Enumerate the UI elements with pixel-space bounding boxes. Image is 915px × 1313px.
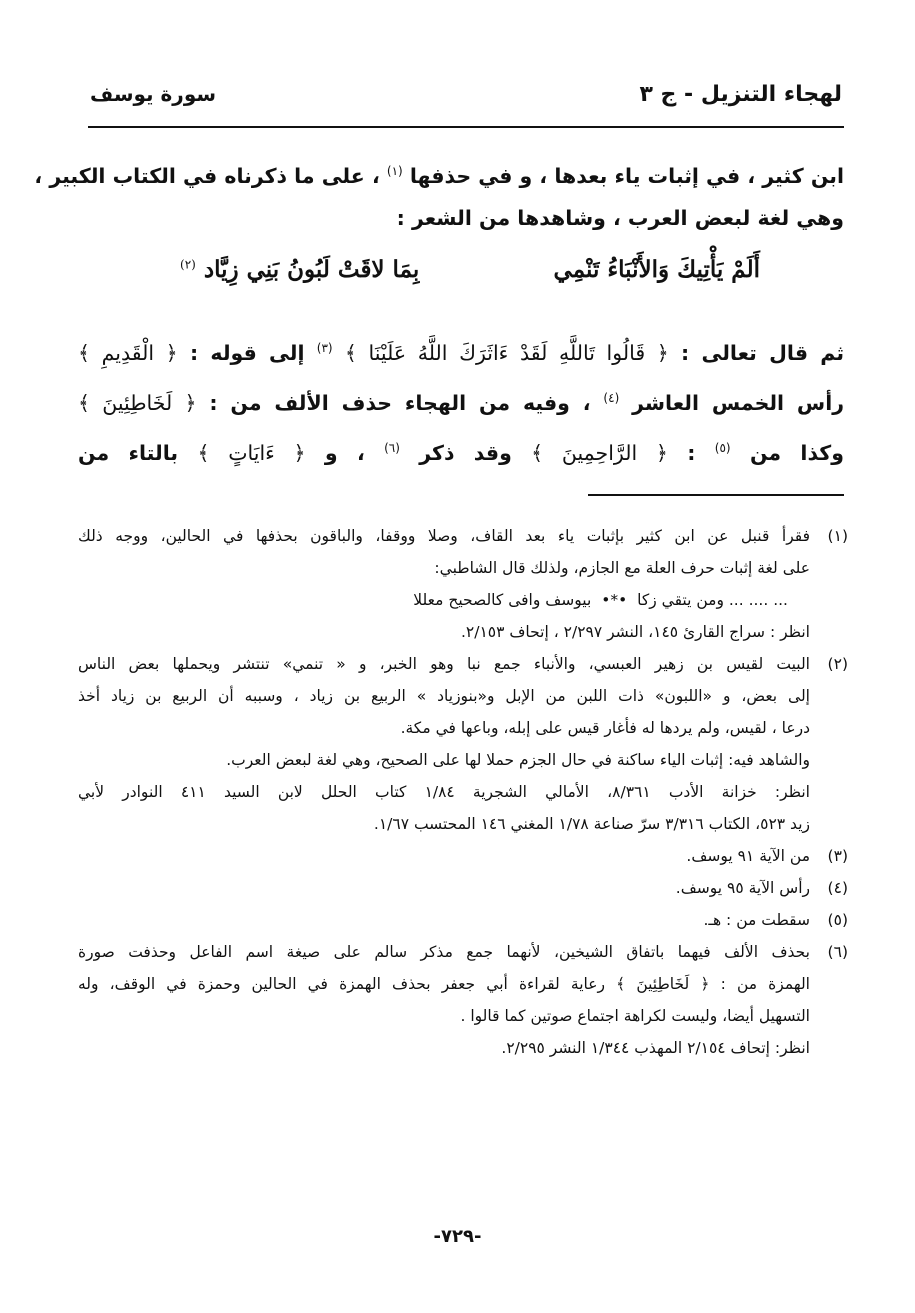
footnote-line: على لغة إثبات حرف العلة مع الجازم، ولذلك قال الشاطبي: bbox=[434, 559, 810, 577]
verse-hemistich-2-text: بِمَا لاقَتْ لَبُونُ بَنِي زِيَّاد bbox=[203, 256, 420, 283]
footnote-line: فقرأ قنبل عن ابن كثير بإثبات ياء بعد القاف، وصلا ووقفا، والباقون بحذفها في الحالين، ووجه ذلك bbox=[78, 527, 810, 545]
footnote-number: (١) bbox=[827, 527, 848, 545]
verse-hemistich-2 bbox=[180, 256, 419, 283]
poem-first-half: ... .... ... ومن يتقي زكا bbox=[637, 591, 788, 609]
footnote-ref-5[interactable]: (٥) bbox=[714, 440, 731, 455]
footnote-line: الهمزة من : ﴿ لَخَاطِئِينَ ﴾ رعاية لقراءة أبي جعفر بحذف الهمزة في الحالين وحمزة في الوقف، وله bbox=[78, 975, 810, 993]
footnote-line: سقطت من : هـ. bbox=[703, 911, 810, 929]
text-line-5 bbox=[78, 426, 844, 476]
text-segment: : bbox=[687, 440, 696, 465]
footnote-number: (٢) bbox=[827, 655, 848, 673]
footnote-line: من الآية ٩١ يوسف. bbox=[686, 847, 810, 865]
footnote-1 bbox=[78, 520, 848, 648]
footnote-5 bbox=[78, 904, 848, 936]
footnote-line: درعا ، لقيس، ولم يردها له فأغار قيس على إبله، وباعها في مكة. bbox=[400, 719, 810, 737]
text-segment: رأس الخمس العاشر bbox=[632, 390, 845, 415]
text-line-2: وهي لغة لبعض العرب ، وشاهدها من الشعر : bbox=[396, 205, 844, 230]
poem-separator: •*• bbox=[601, 591, 628, 609]
text-segment: ابن كثير ، في إثبات ياء بعدها ، و في حذفها bbox=[409, 163, 844, 188]
text-segment: بالتاء من bbox=[78, 440, 179, 465]
quran-quote: ﴿ ءَايَاتٍ ﴾ bbox=[197, 440, 306, 465]
text-segment: ، على ما ذكرناه في الكتاب الكبير ، bbox=[34, 163, 380, 188]
footnote-line: انظر: خزانة الأدب ٨/٣٦١، الأمالي الشجرية ١/٨٤ كتاب الحلل لابن السيد ٤١١ النوادر لأبي bbox=[78, 783, 810, 801]
footnote-2 bbox=[78, 648, 848, 840]
footnote-reference: انظر : سراج القارئ ١٤٥، النشر ٢/٢٩٧ ، إتحاف ٢/١٥٣. bbox=[460, 623, 810, 641]
text-segment: ثم قال تعالى : bbox=[681, 340, 845, 365]
footnote-number: (٣) bbox=[827, 847, 848, 865]
book-title: لهجاء التنزيل - ج ٣ bbox=[639, 82, 842, 107]
footnote-3 bbox=[78, 840, 848, 872]
footnote-line: زيد ٥٢٣، الكتاب ٣/٣١٦ سرّ صناعة ١/٧٨ المغني ١٤٦ المحتسب ١/٦٧. bbox=[373, 815, 810, 833]
main-text-top bbox=[34, 150, 844, 239]
text-segment: وقد ذكر bbox=[419, 440, 512, 465]
text-line-4 bbox=[78, 376, 844, 426]
page-header bbox=[90, 78, 842, 118]
footnote-line: انظر: إتحاف ٢/١٥٤ المهذب ١/٣٤٤ النشر ٢/٢٩٥. bbox=[501, 1039, 810, 1057]
footnotes bbox=[78, 520, 848, 1064]
footnote-line: رأس الآية ٩٥ يوسف. bbox=[675, 879, 810, 897]
text-line-1 bbox=[34, 150, 844, 197]
footnote-poem bbox=[78, 584, 810, 616]
text-line-3 bbox=[78, 326, 844, 376]
footnote-number: (٥) bbox=[827, 911, 848, 929]
text-segment: ، وفيه من الهجاء حذف الألف من : bbox=[209, 390, 591, 415]
footnote-ref-3[interactable]: (٣) bbox=[316, 341, 333, 355]
footnote-6 bbox=[78, 936, 848, 1064]
footnote-divider bbox=[588, 494, 844, 496]
footnote-ref-4[interactable]: (٤) bbox=[603, 390, 620, 405]
header-divider bbox=[88, 126, 844, 128]
footnote-ref-1[interactable]: (١) bbox=[386, 164, 403, 178]
footnote-number: (٦) bbox=[827, 943, 848, 961]
footnote-line: البيت لقيس بن زهير العبسي، والأنباء جمع نبا وهو الخبر، و « تنمي» تنتشر ويحملها بعض الناس bbox=[78, 655, 810, 673]
text-segment: ، و bbox=[324, 440, 365, 465]
surah-title: سورة يوسف bbox=[90, 82, 217, 106]
page-number: -٧٢٩- bbox=[433, 1226, 482, 1247]
text-segment: وكذا من bbox=[749, 440, 844, 465]
footnote-ref-2[interactable]: (٢) bbox=[180, 257, 196, 272]
poem-second-half: بيوسف وافى كالصحيح معللا bbox=[413, 591, 592, 609]
footnote-ref-6[interactable]: (٦) bbox=[384, 440, 400, 455]
verse-hemistich-1: أَلَمْ يَأْتِيكَ وَالأَنْبَاءُ تَنْمِي bbox=[553, 256, 760, 283]
quran-quote: ﴿ قَالُوا تَاللَّهِ لَقَدْ ءَاثَرَكَ اللَّهُ عَلَيْنَا ﴾ bbox=[344, 340, 669, 365]
footnote-line: التسهيل أيضا، وليست لكراهة اجتماع صوتين كما قالوا . bbox=[460, 1007, 810, 1025]
text-segment: إلى قوله : bbox=[189, 340, 305, 365]
main-text-bottom bbox=[78, 326, 844, 475]
poetry-verse bbox=[180, 256, 780, 300]
quran-quote: ﴿ الرَّاحِمِينَ ﴾ bbox=[531, 440, 668, 465]
footnote-line: والشاهد فيه: إثبات الياء ساكنة في حال الجزم حملا لها على الصحيح، وهي لغة لبعض العرب. bbox=[226, 751, 810, 769]
footnote-number: (٤) bbox=[827, 879, 848, 897]
footnote-line: إلى بعض، و «اللبون» ذات اللبن من الإبل و«بنوزياد » الربيع بن زياد ، وسببه أن الربيع بن زياد أخذ bbox=[78, 687, 810, 705]
quran-quote: ﴿ لَخَاطِئِينَ ﴾ bbox=[78, 390, 197, 415]
quran-quote: ﴿ الْقَدِيمِ ﴾ bbox=[78, 340, 178, 365]
footnote-4 bbox=[78, 872, 848, 904]
footnote-line: بحذف الألف فيهما باتفاق الشيخين، لأنهما جمع مذكر سالم على صيغة اسم الفاعل وحذفت صورة bbox=[78, 943, 810, 961]
